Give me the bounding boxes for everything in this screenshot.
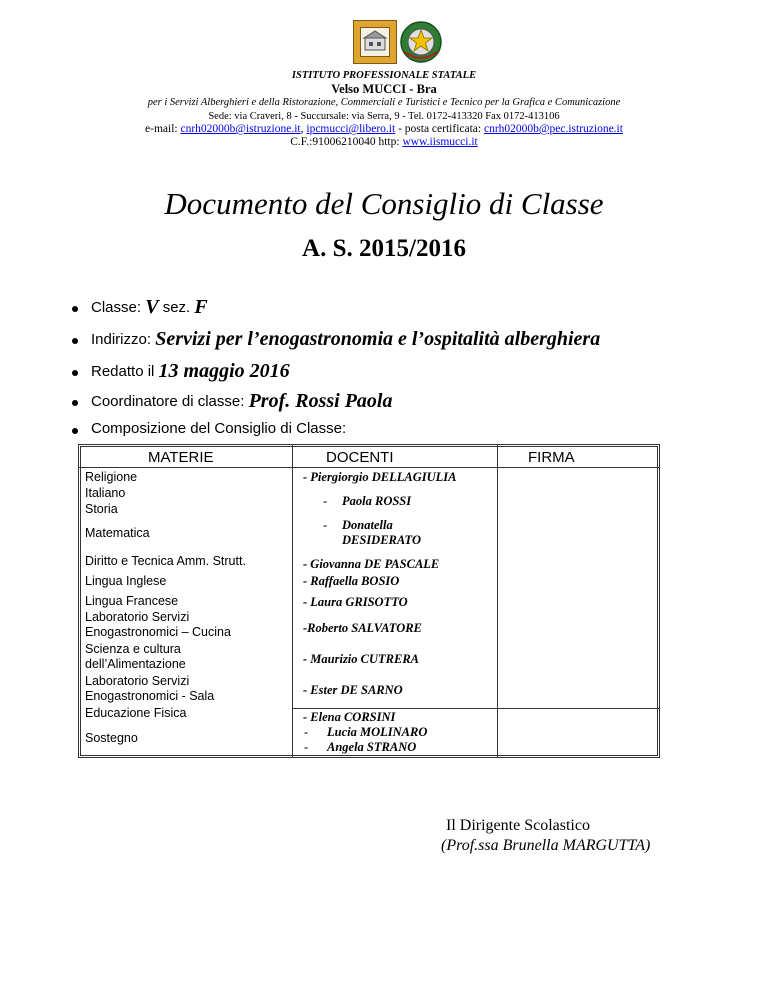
materia-cell: Laboratorio Servizi (85, 610, 190, 624)
materia-cell: Sostegno (85, 731, 138, 745)
school-services: per i Servizi Alberghieri e della Ristorazione, Commerciali e Turistici e Tecnico per la Grafica e Comunicazione (147, 97, 621, 108)
docente-cell: - Ester DE SARNO (303, 683, 403, 697)
email-link-1[interactable]: cnrh02000b@istruzione.it (180, 123, 301, 135)
table-divider (78, 467, 660, 468)
docente-cell: Lucia MOLINARO (327, 725, 428, 739)
website-link[interactable]: www.iismucci.it (402, 136, 478, 148)
composizione-label: Composizione del Consiglio di Classe: (91, 420, 347, 437)
materia-cell: Lingua Francese (85, 594, 179, 608)
cf-label: C.F.:91006210040 http: (290, 136, 400, 148)
docente-cell: - Maurizio CUTRERA (303, 652, 420, 666)
email-link-2[interactable]: ipcmucci@libero.it (306, 123, 396, 135)
table-divider (292, 708, 660, 709)
school-logo (353, 20, 397, 64)
bullet-icon (72, 428, 78, 434)
header-docenti: DOCENTI (326, 449, 394, 466)
materia-cell: Laboratorio Servizi (85, 674, 190, 688)
materia-cell: Enogastronomici - Sala (85, 689, 215, 703)
bullet-icon (72, 370, 78, 376)
docente-cell: Paola ROSSI (342, 494, 412, 508)
classe-value: V (145, 296, 159, 318)
redatto-label: Redatto il (91, 363, 155, 380)
docente-cell: - Giovanna DE PASCALE (303, 557, 440, 571)
docente-cell: - Raffaella BOSIO (303, 574, 400, 588)
docente-cell: Angela STRANO (327, 740, 417, 754)
materia-cell: Scienza e cultura (85, 642, 181, 656)
docente-cell: - Laura GRISOTTO (303, 595, 408, 609)
indirizzo-value: Servizi per l’enogastronomia e l’ospitalità alberghiera (155, 328, 601, 350)
sez-value: F (194, 296, 208, 318)
materia-cell: dell’Alimentazione (85, 657, 186, 671)
materia-cell: Diritto e Tecnica Amm. Strutt. (85, 554, 246, 568)
signature-role: Il Dirigente Scolastico (446, 817, 590, 834)
school-year: A. S. 2015/2016 (302, 235, 466, 262)
school-type: ISTITUTO PROFESSIONALE STATALE (291, 70, 477, 81)
materia-cell: Enogastronomici – Cucina (85, 625, 231, 639)
document-title: Documento del Consiglio di Classe (164, 186, 604, 221)
pec-link[interactable]: cnrh02000b@pec.istruzione.it (483, 123, 623, 135)
docente-cell: - Elena CORSINI (303, 710, 396, 724)
pec-label: - posta certificata: (398, 123, 482, 135)
docente-dash: - (304, 725, 309, 739)
school-contacts: e-mail: cnrh02000b@istruzione.it, ipcmucci@libero.it - posta certificata: cnrh02000b@pec.istruzione.it (145, 123, 623, 135)
docente-dash: - (323, 518, 328, 532)
table-divider (292, 444, 293, 758)
bullet-icon (72, 306, 78, 312)
school-cf (0, 136, 768, 148)
coordinatore-label: Coordinatore di classe: (91, 393, 245, 410)
docente-cell: - Piergiorgio DELLAGIULIA (303, 470, 457, 484)
materia-cell: Italiano (85, 486, 126, 500)
coordinatore-value: Prof. Rossi Paola (248, 390, 393, 412)
header-firma: FIRMA (528, 449, 575, 466)
materia-cell: Educazione Fisica (85, 706, 187, 720)
school-name: Velso MUCCI - Bra (331, 82, 437, 96)
signature-name: (Prof.ssa Brunella MARGUTTA) (441, 837, 651, 854)
redatto-value: 13 maggio 2016 (158, 360, 290, 382)
email-label: e-mail: (145, 123, 178, 135)
docente-cell: -Roberto SALVATORE (303, 621, 422, 635)
docente-cell: Donatella (342, 518, 393, 532)
school-address: Sede: via Craveri, 8 - Succursale: via Serra, 9 - Tel. 0172-413320 Fax 0172-413106 (208, 111, 560, 122)
bullet-icon (72, 400, 78, 406)
materia-cell: Lingua Inglese (85, 574, 167, 588)
docente-cell: DESIDERATO (342, 533, 421, 547)
materia-cell: Matematica (85, 526, 150, 540)
classe-label: Classe: (91, 299, 142, 316)
indirizzo-label: Indirizzo: (91, 331, 152, 348)
bullet-icon (72, 338, 78, 344)
docente-dash: - (323, 494, 328, 508)
republic-emblem (399, 20, 443, 64)
materia-cell: Storia (85, 502, 118, 516)
docente-dash: - (304, 740, 309, 754)
sez-label: sez. (162, 299, 191, 316)
header-materie: MATERIE (148, 449, 214, 466)
materia-cell: Religione (85, 470, 138, 484)
table-divider (497, 444, 498, 758)
header-logos (353, 20, 443, 66)
